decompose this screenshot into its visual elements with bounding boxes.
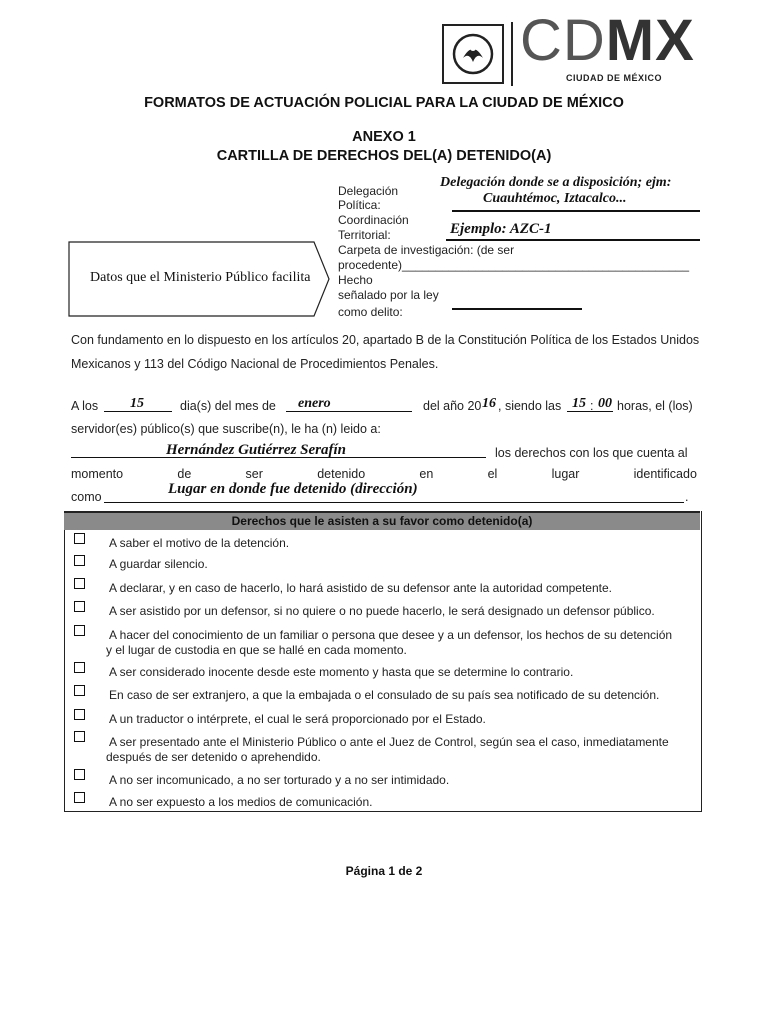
right-item-continued: después de ser detenido o aprehendido.: [106, 750, 321, 764]
del-anio-label: del año 20: [423, 399, 482, 413]
hecho-underline: [452, 308, 582, 310]
coordinacion-label-1: Coordinación: [338, 213, 409, 227]
delegacion-underline: [452, 210, 700, 212]
dias-mes-label: dia(s) del mes de: [180, 399, 276, 413]
right-checkbox[interactable]: [74, 769, 85, 780]
delegacion-label-2: Política:: [338, 198, 381, 212]
momento-word: el: [487, 467, 498, 481]
delegacion-value-1[interactable]: Delegación donde se a disposición; ejm:: [440, 175, 672, 190]
right-checkbox[interactable]: [74, 601, 85, 612]
hecho-label-3: como delito:: [338, 305, 403, 319]
mp-box-label: Datos que el Ministerio Público facilita: [90, 270, 311, 285]
right-item: A no ser incomunicado, a no ser torturado y a no ser intimidado.: [109, 773, 450, 787]
annex-title: ANEXO 1: [352, 129, 416, 145]
right-checkbox[interactable]: [74, 578, 85, 589]
a-los-label: A los: [71, 399, 99, 413]
momento-word: ser: [245, 467, 263, 481]
right-checkbox[interactable]: [74, 555, 85, 566]
logo-divider: [511, 22, 513, 86]
cartilla-title: CARTILLA DE DERECHOS DEL(A) DETENIDO(A): [216, 148, 552, 164]
page-number: Página 1 de 2: [345, 864, 423, 878]
momento-word: en: [419, 467, 434, 481]
right-item: A no ser expuesto a los medios de comunicación.: [109, 795, 373, 809]
right-item: En caso de ser extranjero, a que la embajada o el consulado de su país sea notificado de su detención.: [109, 688, 660, 702]
legal-basis-line-1: Con fundamento en lo dispuesto en los artículos 20, apartado B de la Constitución Política de los Estados Unidos: [71, 333, 700, 347]
right-checkbox[interactable]: [74, 792, 85, 803]
right-checkbox[interactable]: [74, 709, 85, 720]
momento-line: [71, 467, 697, 481]
right-item: A declarar, y en caso de hacerlo, lo hará asistido de su defensor ante la autoridad competente.: [109, 581, 612, 595]
cdmx-logo: CDMX: [520, 8, 695, 73]
minute-value[interactable]: 00: [598, 396, 612, 411]
carpeta-label-2: procedente)___________________________________________: [338, 258, 690, 272]
detainee-name-value[interactable]: Hernández Gutiérrez Serafín: [166, 442, 347, 458]
derechos-label: los derechos con los que cuenta al: [495, 446, 688, 460]
right-item-continued: y el lugar de custodia en que se hallé en cada momento.: [106, 643, 407, 657]
right-checkbox[interactable]: [74, 625, 85, 636]
right-item: A saber el motivo de la detención.: [109, 536, 290, 550]
day-value[interactable]: 15: [130, 396, 144, 411]
carpeta-label-1: Carpeta de investigación: (de ser: [338, 243, 515, 257]
period: .: [685, 490, 689, 504]
legal-basis-line-2: Mexicanos y 113 del Código Nacional de Procedimientos Penales.: [71, 357, 439, 371]
siendo-label: , siendo las: [498, 399, 562, 413]
servidores-line: servidor(es) público(s) que suscribe(n), le ha (n) leido a:: [71, 422, 381, 436]
right-checkbox[interactable]: [74, 731, 85, 742]
como-label: como: [71, 490, 102, 504]
horas-label: horas, el (los): [617, 399, 693, 413]
momento-word: de: [177, 467, 192, 481]
coordinacion-label-2: Territorial:: [338, 228, 391, 242]
place-underline: [104, 502, 684, 503]
momento-word: lugar: [551, 467, 580, 481]
cdmx-seal-icon: [442, 24, 504, 84]
right-item: A un traductor o intérprete, el cual le será proporcionado por el Estado.: [109, 712, 486, 726]
logo-subtitle: CIUDAD DE MÉXICO: [566, 73, 663, 83]
delegacion-value-2[interactable]: Cuauhtémoc, Iztacalco...: [483, 191, 627, 206]
detention-place-value[interactable]: Lugar en donde fue detenido (dirección): [168, 481, 418, 497]
document-title: FORMATOS DE ACTUACIÓN POLICIAL PARA LA CIUDAD DE MÉXICO: [144, 95, 624, 111]
right-item: A ser asistido por un defensor, si no quiere o no puede hacerlo, le será designado un defensor público.: [109, 604, 655, 618]
time-colon: :: [590, 399, 594, 413]
right-checkbox[interactable]: [74, 533, 85, 544]
momento-word: identificado: [633, 467, 697, 481]
right-item: A ser presentado ante el Ministerio Público o ante el Juez de Control, según sea el caso, inmediatamente: [109, 735, 669, 749]
delegacion-label-1: Delegación: [338, 184, 399, 198]
right-item: A guardar silencio.: [109, 557, 208, 571]
hecho-label-1: Hecho: [338, 273, 373, 287]
coordinacion-underline: [446, 239, 700, 241]
right-checkbox[interactable]: [74, 662, 85, 673]
year-value[interactable]: 16: [482, 396, 496, 411]
right-checkbox[interactable]: [74, 685, 85, 696]
hecho-label-2: señalado por la ley: [338, 288, 439, 302]
hour-value[interactable]: 15: [572, 396, 586, 411]
month-value[interactable]: enero: [298, 396, 331, 411]
right-item: A ser considerado inocente desde este momento y hasta que se determine lo contrario.: [109, 665, 574, 679]
right-item: A hacer del conocimiento de un familiar o persona que desee y a un defensor, los hechos de su detención: [109, 628, 673, 642]
momento-word: detenido: [317, 467, 366, 481]
rights-header: Derechos que le asisten a su favor como detenido(a): [64, 511, 700, 530]
coordinacion-value[interactable]: Ejemplo: AZC-1: [450, 221, 552, 237]
momento-word: momento: [71, 467, 124, 481]
